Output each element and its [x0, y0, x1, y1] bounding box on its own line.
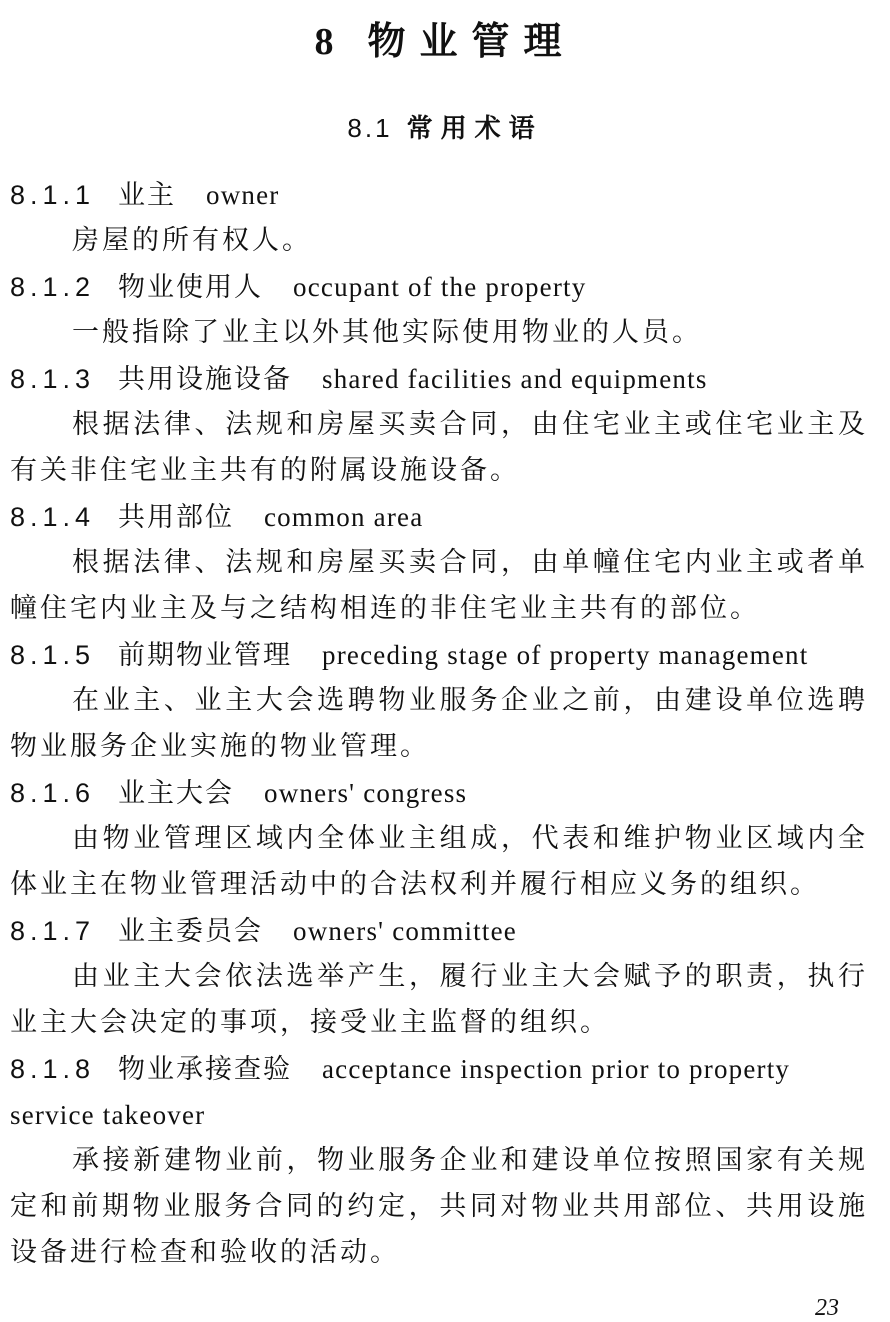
- definition-line: 由业主大会依法选举产生，履行业主大会赋予的职责，执行: [72, 961, 868, 992]
- term-english: common area: [264, 502, 424, 532]
- term-heading: [10, 172, 868, 218]
- term-chinese: 业主大会: [118, 778, 234, 809]
- term-heading: [10, 1046, 868, 1092]
- term-number: 8.1.6: [10, 778, 96, 808]
- definition-line: 物业服务企业实施的物业管理。: [10, 731, 430, 762]
- term-english: owners' committee: [293, 916, 517, 946]
- term-chinese: 业主: [118, 180, 176, 211]
- definition-line: 业主大会决定的事项，接受业主监督的组织。: [10, 1007, 610, 1038]
- term-chinese: 业主委员会: [118, 916, 263, 947]
- term-number: 8.1.7: [10, 916, 96, 946]
- term-chinese: 前期物业管理: [118, 640, 292, 671]
- term-number: 8.1.3: [10, 364, 96, 394]
- term-number: 8.1.4: [10, 502, 96, 532]
- chapter-number: 8: [314, 21, 348, 63]
- definition-line: 根据法律、法规和房屋买卖合同，由单幢住宅内业主或者单: [72, 547, 868, 578]
- definition-line: 定和前期物业服务合同的约定，共同对物业共用部位、共用设施: [10, 1191, 868, 1222]
- definition-line: 体业主在物业管理活动中的合法权利并履行相应义务的组织。: [10, 869, 820, 900]
- term-english: owner: [206, 180, 280, 210]
- definition-line: 根据法律、法规和房屋买卖合同，由住宅业主或住宅业主及: [72, 409, 868, 440]
- term-heading: [10, 494, 868, 540]
- chapter-title-text: 物业管理: [367, 18, 576, 63]
- term-heading-continued: [10, 1092, 868, 1138]
- term-number: 8.1.1: [10, 180, 96, 210]
- term-number: 8.1.2: [10, 272, 96, 302]
- term-chinese: 物业使用人: [118, 272, 263, 303]
- definition-line: 有关非住宅业主共有的附属设施设备。: [10, 455, 520, 486]
- term-chinese: 共用设施设备: [118, 364, 292, 395]
- term-number: 8.1.5: [10, 640, 96, 670]
- term-number: 8.1.8: [10, 1054, 96, 1084]
- term-chinese: 共用部位: [118, 502, 234, 533]
- section-heading: [0, 108, 890, 145]
- term-english: owners' congress: [264, 778, 468, 808]
- term-chinese: 物业承接查验: [118, 1054, 292, 1085]
- chapter-title: [0, 10, 890, 65]
- term-english: shared facilities and equipments: [322, 364, 708, 394]
- definition-line: 设备进行检查和验收的活动。: [10, 1237, 400, 1268]
- definition-line: 幢住宅内业主及与之结构相连的非住宅业主共有的部位。: [10, 593, 760, 624]
- definition-line: 由物业管理区域内全体业主组成，代表和维护物业区域内全: [72, 823, 868, 854]
- term-list: [10, 172, 868, 1276]
- definition-line: 房屋的所有权人。: [72, 225, 312, 256]
- section-title: 常用术语: [406, 114, 543, 144]
- term-english: preceding stage of property management: [322, 640, 809, 670]
- definition-line: 一般指除了业主以外其他实际使用物业的人员。: [72, 317, 702, 348]
- term-english: acceptance inspection prior to property: [322, 1054, 791, 1084]
- section-number: 8.1: [347, 113, 393, 143]
- term-heading: [10, 908, 868, 954]
- definition-line: 承接新建物业前，物业服务企业和建设单位按照国家有关规: [72, 1145, 868, 1176]
- term-english-continued: service takeover: [10, 1100, 206, 1130]
- term-heading: [10, 632, 868, 678]
- term-heading: [10, 264, 868, 310]
- term-heading: [10, 356, 868, 402]
- page-number: 23: [815, 1295, 839, 1321]
- term-english: occupant of the property: [293, 272, 587, 302]
- term-heading: [10, 770, 868, 816]
- definition-line: 在业主、业主大会选聘物业服务企业之前，由建设单位选聘: [72, 685, 868, 716]
